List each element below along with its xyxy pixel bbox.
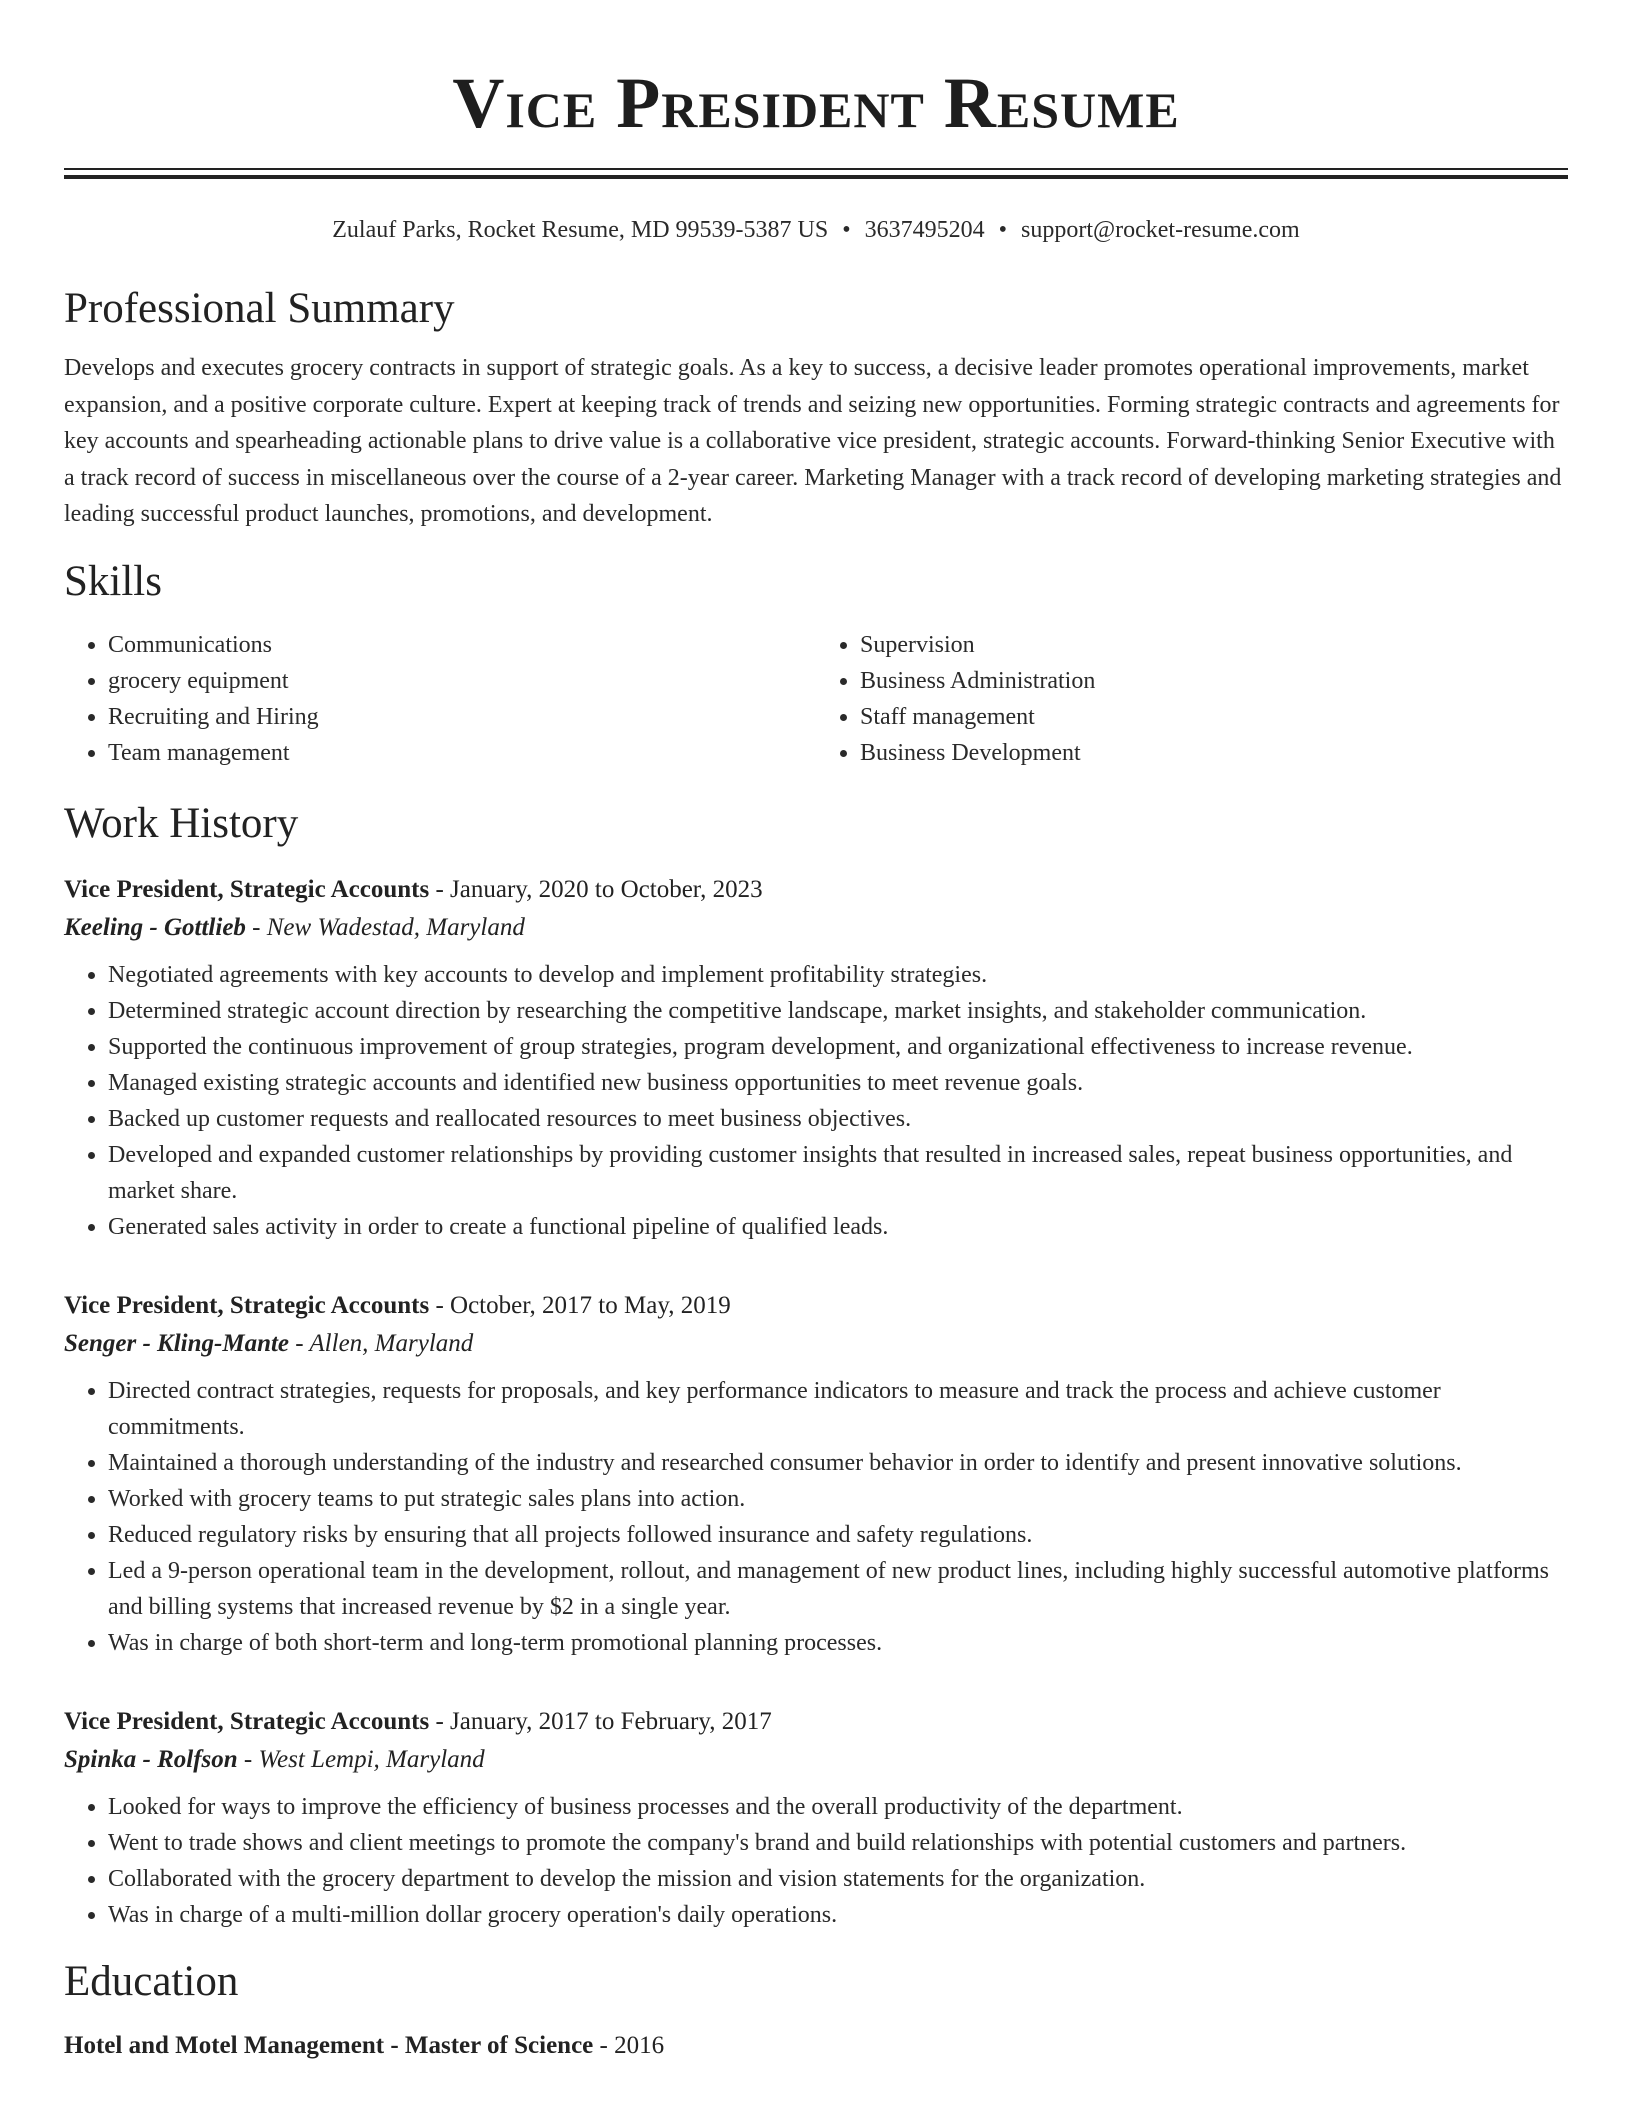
job-bullet: • Determined strategic account direction by researching the competitive landscape, market insights, and stakeholder communication. <box>108 993 1568 1029</box>
skill-item: • Business Administration <box>860 663 1568 699</box>
job-location: - West Lempi, Maryland <box>237 1745 485 1773</box>
summary-text: Develops and executes grocery contracts in support of strategic goals. As a key to success, a decisive leader promotes operational improvements, market expansion, and a positive corporate culture. Expert at keeping track of trends and seizing new opportunities. Forming strategic contracts and agreements for key accounts and spearheading actionable plans to drive value is a collaborative vice president, strategic accounts. Forward-thinking Senior Executive with a track record of success in miscellaneous over the course of a 2-year career. Marketing Manager with a track record of developing marketing strategies and leading successful product launches, promotions, and development. <box>64 355 1562 527</box>
skills-columns <box>64 627 1568 771</box>
education-entry <box>64 2027 1568 2065</box>
contact-email: support@rocket-resume.com <box>1021 217 1300 243</box>
job-entry <box>64 1703 1568 1933</box>
job-bullet: • Generated sales activity in order to create a functional pipeline of qualified leads. <box>108 1209 1568 1245</box>
education-degree: Hotel and Motel Management - Master of Science <box>64 2031 594 2059</box>
skill-item: • Staff management <box>860 699 1568 735</box>
job-bullets <box>64 957 1568 1245</box>
job-bullet: • Maintained a thorough understanding of the industry and researched consumer behavior in order to identify and present innovative solutions. <box>108 1445 1568 1481</box>
job-title: Vice President, Strategic Accounts <box>64 1707 430 1735</box>
skill-item: • grocery equipment <box>108 663 816 699</box>
job-bullet: • Collaborated with the grocery department to develop the mission and vision statements for the organization. <box>108 1861 1568 1897</box>
education-year: - 2016 <box>593 2031 665 2059</box>
job-company: Keeling - Gottlieb <box>64 913 246 941</box>
job-bullet: • Looked for ways to improve the efficiency of business processes and the overall productivity of the department. <box>108 1789 1568 1825</box>
contact-phone: 3637495204 <box>864 217 985 243</box>
resume-title: Vice President Resume <box>452 63 1180 143</box>
job-bullet: • Developed and expanded customer relationships by providing customer insights that resulted in increased sales, repeat business opportunities, and market share. <box>108 1137 1568 1209</box>
job-dates: - January, 2017 to February, 2017 <box>429 1707 772 1735</box>
job-location: - Allen, Maryland <box>289 1329 474 1357</box>
job-bullet: • Managed existing strategic accounts and identified new business opportunities to meet revenue goals. <box>108 1065 1568 1101</box>
job-bullet: • Reduced regulatory risks by ensuring that all projects followed insurance and safety regulations. <box>108 1517 1568 1553</box>
job-entry <box>64 1287 1568 1661</box>
job-bullets <box>64 1789 1568 1933</box>
job-bullet: • Went to trade shows and client meetings to promote the company's brand and build relationships with potential customers and partners. <box>108 1825 1568 1861</box>
job-bullet: • Supported the continuous improvement of group strategies, program development, and organizational effectiveness to increase revenue. <box>108 1029 1568 1065</box>
job-bullet: • Backed up customer requests and reallocated resources to meet business objectives. <box>108 1101 1568 1137</box>
title-divider <box>64 168 1568 179</box>
job-bullet: • Worked with grocery teams to put strategic sales plans into action. <box>108 1481 1568 1517</box>
skill-item: • Supervision <box>860 627 1568 663</box>
job-company-line <box>64 909 1568 947</box>
job-title-line <box>64 1703 1568 1741</box>
job-title: Vice President, Strategic Accounts <box>64 875 430 903</box>
contact-address: Zulauf Parks, Rocket Resume, MD 99539-5387 US <box>332 217 829 243</box>
job-company: Spinka - Rolfson <box>64 1745 238 1773</box>
education-heading: Education <box>64 1957 239 2005</box>
contact-separator: • <box>998 217 1008 243</box>
job-bullet: • Directed contract strategies, requests for proposals, and key performance indicators to measure and track the process and achieve customer commitments. <box>108 1373 1568 1445</box>
job-dates: - October, 2017 to May, 2019 <box>429 1291 731 1319</box>
skill-item: • Recruiting and Hiring <box>108 699 816 735</box>
skills-heading: Skills <box>64 557 162 605</box>
job-bullets <box>64 1373 1568 1661</box>
job-bullet: • Was in charge of a multi-million dollar grocery operation's daily operations. <box>108 1897 1568 1933</box>
skill-item: • Team management <box>108 735 816 771</box>
job-title-line <box>64 871 1568 909</box>
job-title: Vice President, Strategic Accounts <box>64 1291 430 1319</box>
job-location: - New Wadestad, Maryland <box>245 913 525 941</box>
job-entry <box>64 871 1568 1245</box>
job-bullet: • Led a 9-person operational team in the development, rollout, and management of new product lines, including highly successful automotive platforms and billing systems that increased revenue by $2 in a single year. <box>108 1553 1568 1625</box>
contact-line <box>64 214 1568 246</box>
skill-item: • Business Development <box>860 735 1568 771</box>
job-title-line <box>64 1287 1568 1325</box>
divider-thin <box>64 168 1568 170</box>
summary-heading: Professional Summary <box>64 285 455 332</box>
job-dates: - January, 2020 to October, 2023 <box>429 875 763 903</box>
job-bullet: • Negotiated agreements with key accounts to develop and implement profitability strategies. <box>108 957 1568 993</box>
job-company: Senger - Kling-Mante <box>64 1329 290 1357</box>
skills-list-left <box>64 627 816 771</box>
job-bullet: • Was in charge of both short-term and long-term promotional planning processes. <box>108 1625 1568 1661</box>
divider-thick <box>64 175 1568 179</box>
job-company-line <box>64 1741 1568 1779</box>
skill-item: • Communications <box>108 627 816 663</box>
contact-separator: • <box>842 217 851 243</box>
skills-list-right <box>816 627 1568 771</box>
work-history-heading: Work History <box>64 799 299 847</box>
job-company-line <box>64 1325 1568 1363</box>
